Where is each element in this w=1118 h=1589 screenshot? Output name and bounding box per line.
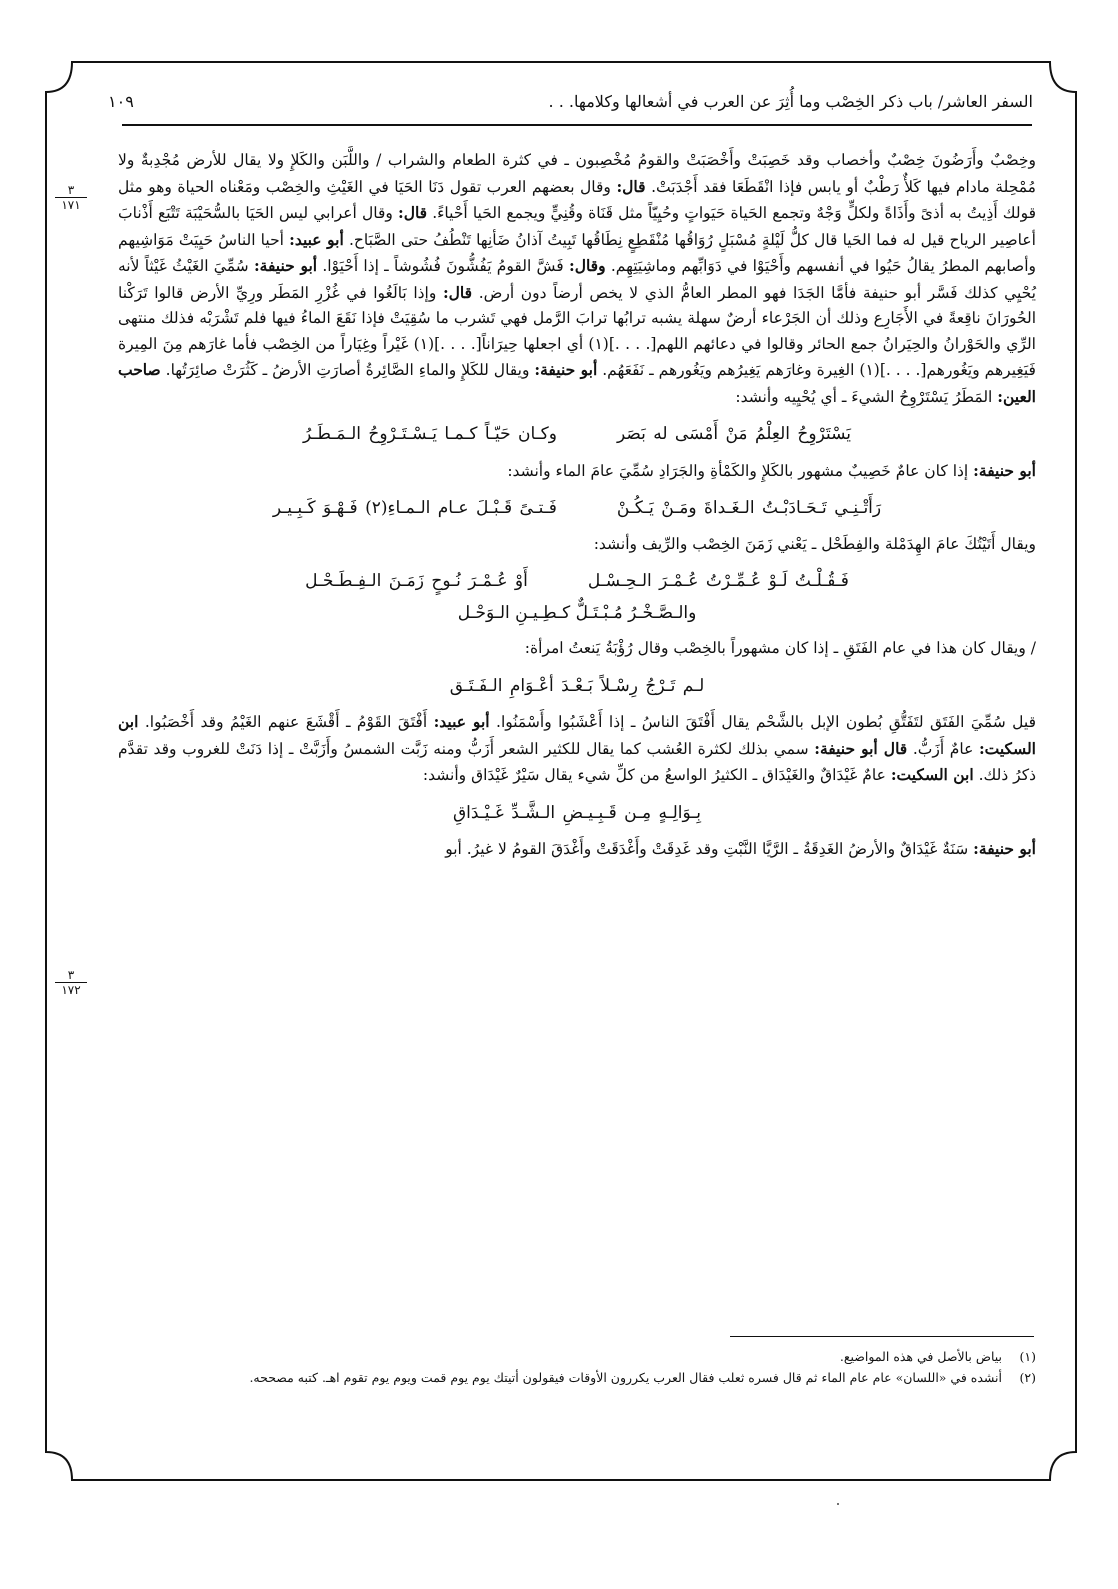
verse: بِـوَالِـهٍ مِـن قَـبِـيـضِ الـشَّـدِّ غَـيْـدَاقِ bbox=[452, 802, 702, 823]
footnote-rule bbox=[730, 1336, 1034, 1337]
verse-line: والـصَّـخْـرُ مُـبْـتَـلٌّ كـطِـيـنِ الـوَحْـل bbox=[457, 602, 697, 623]
verse: لـم تَـرْجُ رِسْـلاً بَـعْـدَ أعْـوَامِ الـفَـتَـق bbox=[449, 675, 705, 696]
verse: فَـقُـلْـتُ لَـوْ عُـمِّـرْتُ عُـمْـرَ الـحِـسْـلأَوْ عُـمْـرَ نُـوحٍ زَمَـنَ الـفِـطَـحْـل bbox=[305, 571, 849, 591]
running-header bbox=[108, 86, 1033, 116]
footnotes bbox=[118, 1346, 1036, 1388]
footnote: (٢) أنشده في «اللسان» عام عام الماء ثم قال فسره ثعلب فقال العرب يكررون الأوقات فيقولون أتيتك يوم يوم قمت ويوم يوم تقوم اهـ. كتبه مصححه. bbox=[249, 1370, 1036, 1385]
paragraph: / ويقال كان هذا في عام الفَتَقِ ـ إذا كان مشهوراً بالخِصْب وقال رُؤْبَةُ يَنعتُ امرأة: bbox=[524, 639, 1036, 657]
page-number: ١٠٩ bbox=[108, 91, 134, 111]
header-title: السفر العاشر/ باب ذكر الخِصْب وما أُثِرَ عن العرب في أشعالها وكلامها. . . bbox=[548, 91, 1033, 111]
paragraph: قيل سُمِّيَ الفَتَق لتَفَتُّقِ بُطون الإبل بالشَّحْم يقال أَفْتَقَ الناسُ ـ إذا أَعْشَبُوا وأَسْمَنُوا. أبو عبيد: أَفْتَقَ القَوْمُ ـ أَقْشَعَ عنهم الغَيْمُ وقد أَخْصَبُوا. ابن السكيت: عامٌ أَزَبُّ. قال أبو حنيفة: سمي بذلك لكثرة العُشب كما يقال للكثير الشعر أَزَبُّ ومنه زَبَّت الشمسُ وأَزَبَّتْ ـ إذا دَنَتْ للغروب وقد تقدَّم ذكرُ ذلك. ابن السكيت: عامٌ غَيْدَاقٌ والغَيْدَاق ـ الكثيرُ الواسعُ من كلِّ شيء يقال سَيْرٌ غَيْدَاق وأنشد: bbox=[118, 712, 1036, 784]
verse: يَسْتَرْوِحُ العِلْمُ مَنْ أَمْسَى له بَصَروكـان حَيّـاً كـمـا يَـسْـتَـرْوِحُ الـمَـطَـرُ bbox=[303, 424, 851, 444]
paragraph: وخِصْبٌ وأَرَضُونَ خِصْبٌ وأخصاب وقد خَصِبَتْ وأَخْصَبَتْ والقومُ مُخْصِبون ـ في كثرة الطعام والشراب / واللَّبَن والكَلإِ ولا يقال للأرض مُجْدِبةٌ ولا مُمْحِلة مادام فيها كَلأٌ رَطْبٌ أو يابس فإذا انْقَطَعَا فقد أَجْدَبَتْ. قال: وقال بعضهم العرب تقول دَنَا الحَيَا في الغَيْثِ والخِصْب ومَعْناه الحياة وهو مثل قولك أَذِيتُ به أذىً وأَذَاةً ولكلٍّ وَجْهٌ وتجمع الحَياة حَيَواتٍ وحُيِيّاً مثل قَنَاة وقُنِيٍّ ويجمع الحَيا أَحْياءً. قال: وقال أعرابي ليس الحَيَا بالسُّحَيْبَة تَتْبَع أَذْنابَ أعاصِير الرياح قيل له فما الحَيا قال كلُّ لَيْلةٍ مُسْبَلٍ رُوَاقُها مُنْقَطِعٍ نِطَاقُها تَبِيتُ آذانُ ضَأنِها تَنْطُفُ حتى الصَّبَاح. أبو عبيد: أحيا الناسُ حَيِيَتْ مَوَاشِيهم وأصابهم المطرُ يقالُ حَيُوا في أنفسهم وأَحْيَوْا في دَوَابِّهم وماشِيَتِهِم. وقال: فَشَّ القومُ يَفُشُّونَ فُشُوشاً ـ إذا أَحْيَوْا. أبو حنيفة: سُمِّيَ الغَيْثُ غَيْثاً لأنه يُحْيِي كذلك فَسَّر أبو حنيفة فأمَّا الجَدَا فهو المطر العامُّ الذي لا يخص أرضاً دون أرض. قال: وإذا بَالَغُوا في غُزْرِ المَطَر ورِيِّ الأرض قالوا تَرَكْنا الحُورَانَ ناقِعةً في الأَجَارِع وذلك أن الجَرْعاء أرضٌ سهلة يشبه ترابُها ترابَ الرَّمل فهي تَشرب ما سُقِيَتْ فإذا نَقَعَ الماءُ فيها فلم تَشْرَبْه فذلك منتهى الرِّي والحَوْرانُ والحِيَرانُ جمع الحائر وقالوا في دعائهم اللهم[. . . .](١) أي اجعلها حِيرَاناً[. . . .](١) غَيْراً وغِيَاراً من الخِصْب فأما غارَهم مِنَ المِيرة فَيَغِيرهم ويَغُورهم[. . . .](١) الغِيرة وغارَهم يَغِيرُهم ويَغُورهم ـ نَفَعَهُم. أبو حنيفة: ويقال للكَلإِ والماءِ الصَّائِرةُ أصارَتِ الأرضُ ـ كَثُرَتْ صائِرَتُها. صاحب العين: المَطَرُ يَسْتَرْوِحُ الشيءَ ـ أي يُحْيِيه وأنشد: bbox=[118, 151, 1036, 406]
footnote: (١) بياض بالأصل في هذه المواضيع. bbox=[839, 1349, 1036, 1364]
main-text bbox=[118, 148, 1036, 863]
margin-ref-1: ٣ ١٧١ bbox=[55, 183, 87, 212]
scan-speck bbox=[837, 1503, 839, 1505]
paragraph: أبو حنيفة: إذا كان عامٌ خَصِيبٌ مشهور بالكَلإِ والكَمْأةِ والجَرَادِ سُمِّيَ عامَ الماء وأنشد: bbox=[507, 460, 1036, 480]
paragraph: أبو حنيفة: سَنَةٌ غَيْدَاقٌ والأرضُ الغَدِقَةُ ـ الرَّيَّا النَّبْتِ وقد غَدِقَتْ وأَغْدَقَتْ وأَغْدَقَ القومُ لا غيرُ. أبو bbox=[445, 839, 1036, 858]
margin-ref-2: ٣ ١٧٢ bbox=[55, 968, 87, 997]
header-rule bbox=[122, 124, 1032, 126]
verse: رَأَتْـنِـي تَـحَـادَبْـتُ الـغَـداةَ ومَـنْ يَـكُـنْفَـتـىً قَـبْـلَ عـام الـمـاءِ(٢) فَـهْـوَ كَـبِـيـر bbox=[272, 498, 882, 518]
paragraph: ويقال أَتَيْتُكَ عامَ الهِدَمْلة والفِطَحْل ـ يَعْني زَمَنَ الخِصْب والرِّيف وأنشد: bbox=[593, 534, 1036, 553]
